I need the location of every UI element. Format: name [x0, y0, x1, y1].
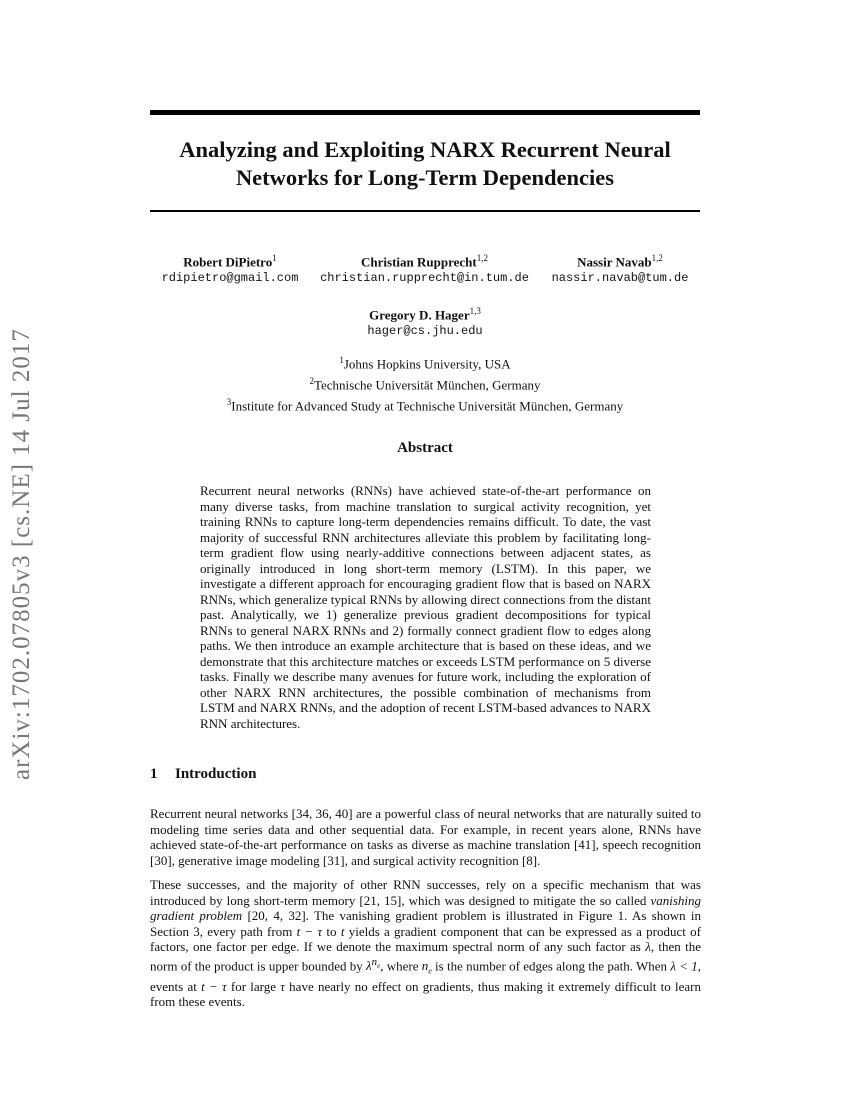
math-inline: τ	[280, 978, 285, 994]
author-block	[150, 250, 310, 286]
title-top-rule	[150, 110, 700, 115]
author-name: Robert DiPietro$^1$	[183, 253, 277, 270]
author-email: christian.rupprecht@in.tum.de	[320, 271, 529, 286]
author-email: rdipietro@gmail.com	[161, 271, 299, 286]
math-inline: λ	[645, 939, 651, 954]
author-superscript: 1,3	[469, 306, 481, 316]
abstract-text: Recurrent neural networks (RNNs) have achieved state-of-the-art performance on many diverse tasks, from machine translation to surgical activity recognition, yet training RNNs to capture long-term dependencies remains difficult. To date, the vast majority of successful RNN architectures alleviate this problem by facilitating long-term gradient flow using nearly-additive connections between adjacent states, as originally introduced in long short-term memory (LSTM). In this paper, we investigate a different approach for encouraging gradient flow that is based on NARX RNNs, which generalize typical RNNs by allowing direct connections from the distant past. Analytically, we 1) generalize previous gradient decompositions for typical RNNs to general NARX RNNs and 2) formally connect gradient flow to edges along paths. We then introduce an example architecture that is based on these ideas, and we demonstrate that this architecture matches or exceeds LSTM performance on 5 diverse tasks. Finally we describe many avenues for future work, including the exploration of other NARX RNN architectures, the possible combination of mechanisms from LSTM and NARX RNNs, and the adoption of recent LSTM-based advances to NARX RNN architectures.	[200, 483, 651, 731]
author-email: nassir.navab@tum.de	[551, 271, 689, 286]
title-bottom-rule	[150, 210, 700, 212]
math-inline: $n_e$	[421, 957, 432, 976]
intro-paragraph-1: Recurrent neural networks [34, 36, 40] are a powerful class of neural networks that are naturally suited to modeling time series data and other sequential data. For example, in recent years alone, RNNs have achieved state-of-the-art performance on tasks as diverse as machine translation [41], speech recognition [30], generative image modeling [31], and surgical activity recognition [8].	[150, 806, 701, 868]
math-inline: t	[340, 923, 345, 939]
intro-paragraph-2: These successes, and the majority of other RNN successes, rely on a specific mechanism that was introduced by long short-term memory [21, 15], which was designed to mitigate the so called vanishing gradient problem [20, 4, 32]. The vanishing gradient problem is illustrated in Figure 1. As shown in Section 3, every path from t − τ to t yields a gradient component that can be expressed as a product of factors, one factor per edge. If we denote the maximum spectral norm of any such factor as λ, then the norm of the product is upper bounded by $\lambda^{n_e}$, where $n_e$ is the number of edges along the path. When λ < 1, events at t − τ for large τ have nearly no effect on gradients, thus making it extremely difficult to learn from these events.	[150, 877, 702, 1010]
math-inline: $\lambda^{n_e}$	[366, 955, 381, 973]
arxiv-identifier: arXiv:1702.07805v3 [cs.NE] 14 Jul 2017	[8, 328, 35, 780]
affiliation-line: $^1$Johns Hopkins University, USA	[339, 355, 511, 372]
paper-title: Analyzing and Exploiting NARX Recurrent Neural Networks for Long-Term Dependencies	[179, 137, 671, 190]
author-name: Gregory D. Hager$^{1,3}$	[369, 306, 481, 323]
author-name: Nassir Navab$^{1,2}$	[577, 253, 663, 270]
author-email: hager@cs.jhu.edu	[367, 324, 483, 339]
section-title: Introduction	[175, 766, 257, 782]
math-inline: t − τ	[201, 978, 227, 994]
math-inline: λ < 1	[670, 957, 698, 973]
author-superscript: 1,2	[476, 253, 488, 263]
author-block	[312, 250, 537, 286]
affiliations	[150, 352, 700, 414]
author-block	[540, 250, 700, 286]
emphasized-term: vanishing gradient problem	[150, 892, 701, 923]
affiliation-line: $^3$Institute for Advanced Study at Technische Universität München, Germany	[226, 396, 624, 413]
author-block	[330, 303, 520, 339]
section-number: 1	[150, 766, 158, 782]
section-heading	[150, 766, 256, 783]
affiliation-line: $^2$Technische Universität München, Germany	[309, 375, 541, 393]
author-superscript: 1,2	[651, 253, 663, 263]
math-inline: t − τ	[296, 923, 323, 939]
author-name: Christian Rupprecht$^{1,2}$	[361, 253, 488, 270]
author-superscript: 1	[272, 253, 277, 263]
abstract-heading: Abstract	[397, 440, 453, 456]
